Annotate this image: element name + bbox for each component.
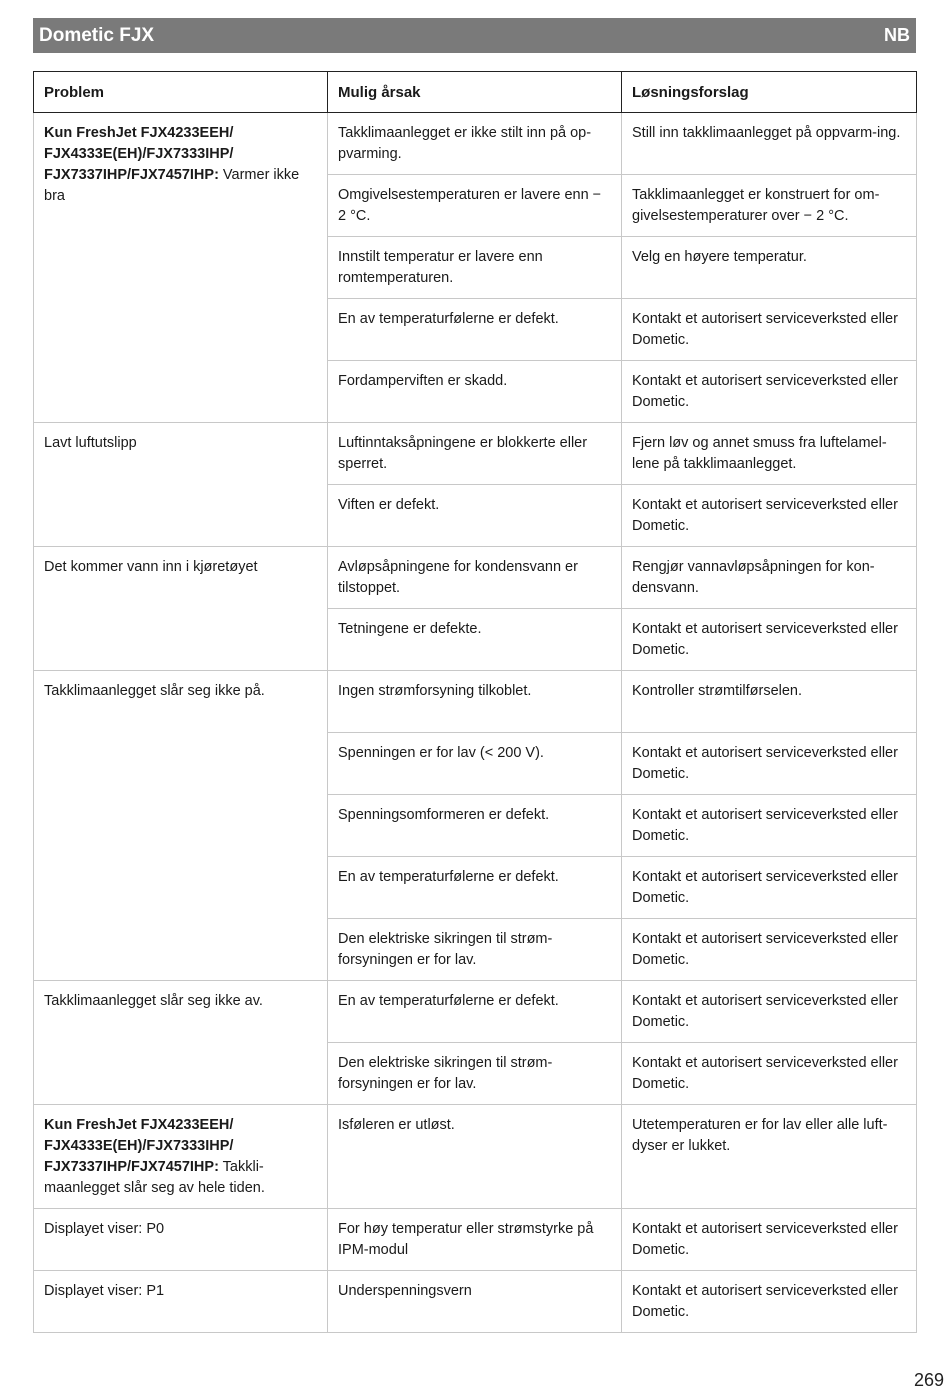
problem-cell [34, 113, 328, 423]
troubleshooting-table [33, 71, 917, 1333]
cause-cell: Underspenningsvern [328, 1271, 622, 1333]
solution-cell: Kontakt et autorisert serviceverksted eller Dometic. [622, 857, 917, 919]
table-header-row [34, 72, 917, 113]
problem-cell [34, 1105, 328, 1209]
cause-cell: En av temperaturfølerne er defekt. [328, 299, 622, 361]
table-row [34, 1105, 917, 1209]
problem-cell: Takklimaanlegget slår seg ikke av. [34, 981, 328, 1105]
table-row [34, 1209, 917, 1271]
solution-cell: Kontakt et autorisert serviceverksted eller Dometic. [622, 1271, 917, 1333]
cause-cell: Isføleren er utløst. [328, 1105, 622, 1209]
solution-cell: Takklimaanlegget er konstruert for om-givelsestemperaturer over − 2 °C. [622, 175, 917, 237]
cause-cell: Luftinntaksåpningene er blokkerte eller sperret. [328, 423, 622, 485]
problem-cell: Det kommer vann inn i kjøretøyet [34, 547, 328, 671]
table-row [34, 423, 917, 485]
solution-cell: Kontakt et autorisert serviceverksted eller Dometic. [622, 733, 917, 795]
column-header-problem: Problem [34, 72, 328, 113]
problem-cell: Takklimaanlegget slår seg ikke på. [34, 671, 328, 981]
cause-cell: Spenningsomformeren er defekt. [328, 795, 622, 857]
cause-cell: Den elektriske sikringen til strøm-forsyningen er for lav. [328, 919, 622, 981]
cause-cell: Avløpsåpningene for kondensvann er tilstoppet. [328, 547, 622, 609]
cause-cell: Ingen strømforsyning tilkoblet. [328, 671, 622, 733]
document-header [33, 18, 916, 53]
table-row [34, 1271, 917, 1333]
solution-cell: Utetemperaturen er for lav eller alle luft-dyser er lukket. [622, 1105, 917, 1209]
solution-cell: Still inn takklimaanlegget på oppvarm-ing. [622, 113, 917, 175]
cause-cell: Den elektriske sikringen til strøm-forsyningen er for lav. [328, 1043, 622, 1105]
page-number: 269 [913, 1370, 944, 1390]
cause-cell: Spenningen er for lav (< 200 V). [328, 733, 622, 795]
solution-cell: Kontakt et autorisert serviceverksted eller Dometic. [622, 919, 917, 981]
solution-cell: Kontakt et autorisert serviceverksted eller Dometic. [622, 609, 917, 671]
table-row [34, 113, 917, 175]
table-row [34, 671, 917, 733]
problem-text: Takkli-maanlegget slår seg av hele tiden. [44, 1159, 265, 1196]
table-row [34, 547, 917, 609]
solution-cell: Velg en høyere temperatur. [622, 237, 917, 299]
column-header-cause: Mulig årsak [328, 72, 622, 113]
table-row [34, 981, 917, 1043]
column-header-solution: Løsningsforslag [622, 72, 917, 113]
cause-cell: For høy temperatur eller strømstyrke på IPM-modul [328, 1209, 622, 1271]
solution-cell: Kontakt et autorisert serviceverksted eller Dometic. [622, 981, 917, 1043]
problem-cell: Lavt luftutslipp [34, 423, 328, 547]
document-title: Dometic FJX [39, 24, 155, 46]
cause-cell: Viften er defekt. [328, 485, 622, 547]
solution-cell: Kontakt et autorisert serviceverksted eller Dometic. [622, 795, 917, 857]
solution-cell: Kontakt et autorisert serviceverksted eller Dometic. [622, 299, 917, 361]
problem-cell: Displayet viser: P1 [34, 1271, 328, 1333]
solution-cell: Rengjør vannavløpsåpningen for kon-densvann. [622, 547, 917, 609]
cause-cell: Tetningene er defekte. [328, 609, 622, 671]
solution-cell: Kontakt et autorisert serviceverksted eller Dometic. [622, 485, 917, 547]
problem-cell: Displayet viser: P0 [34, 1209, 328, 1271]
cause-cell: Innstilt temperatur er lavere enn romtemperaturen. [328, 237, 622, 299]
problem-models: Kun FreshJet FJX4233EEH/ FJX4333E(EH)/FJX7333IHP/ FJX7337IHP/FJX7457IHP: [44, 125, 234, 183]
solution-cell: Kontroller strømtilførselen. [622, 671, 917, 733]
solution-cell: Kontakt et autorisert serviceverksted eller Dometic. [622, 1209, 917, 1271]
cause-cell: Fordamperviften er skadd. [328, 361, 622, 423]
cause-cell: En av temperaturfølerne er defekt. [328, 981, 622, 1043]
problem-models: Kun FreshJet FJX4233EEH/ FJX4333E(EH)/FJX7333IHP/ FJX7337IHP/FJX7457IHP: [44, 1117, 234, 1175]
solution-cell: Fjern løv og annet smuss fra luftelamel-lene på takklimaanlegget. [622, 423, 917, 485]
problem-text: Varmer ikke bra [44, 167, 300, 204]
cause-cell: Takklimaanlegget er ikke stilt inn på op-pvarming. [328, 113, 622, 175]
cause-cell: Omgivelsestemperaturen er lavere enn − 2 °C. [328, 175, 622, 237]
solution-cell: Kontakt et autorisert serviceverksted eller Dometic. [622, 1043, 917, 1105]
language-code: NB [884, 25, 910, 45]
solution-cell: Kontakt et autorisert serviceverksted eller Dometic. [622, 361, 917, 423]
cause-cell: En av temperaturfølerne er defekt. [328, 857, 622, 919]
